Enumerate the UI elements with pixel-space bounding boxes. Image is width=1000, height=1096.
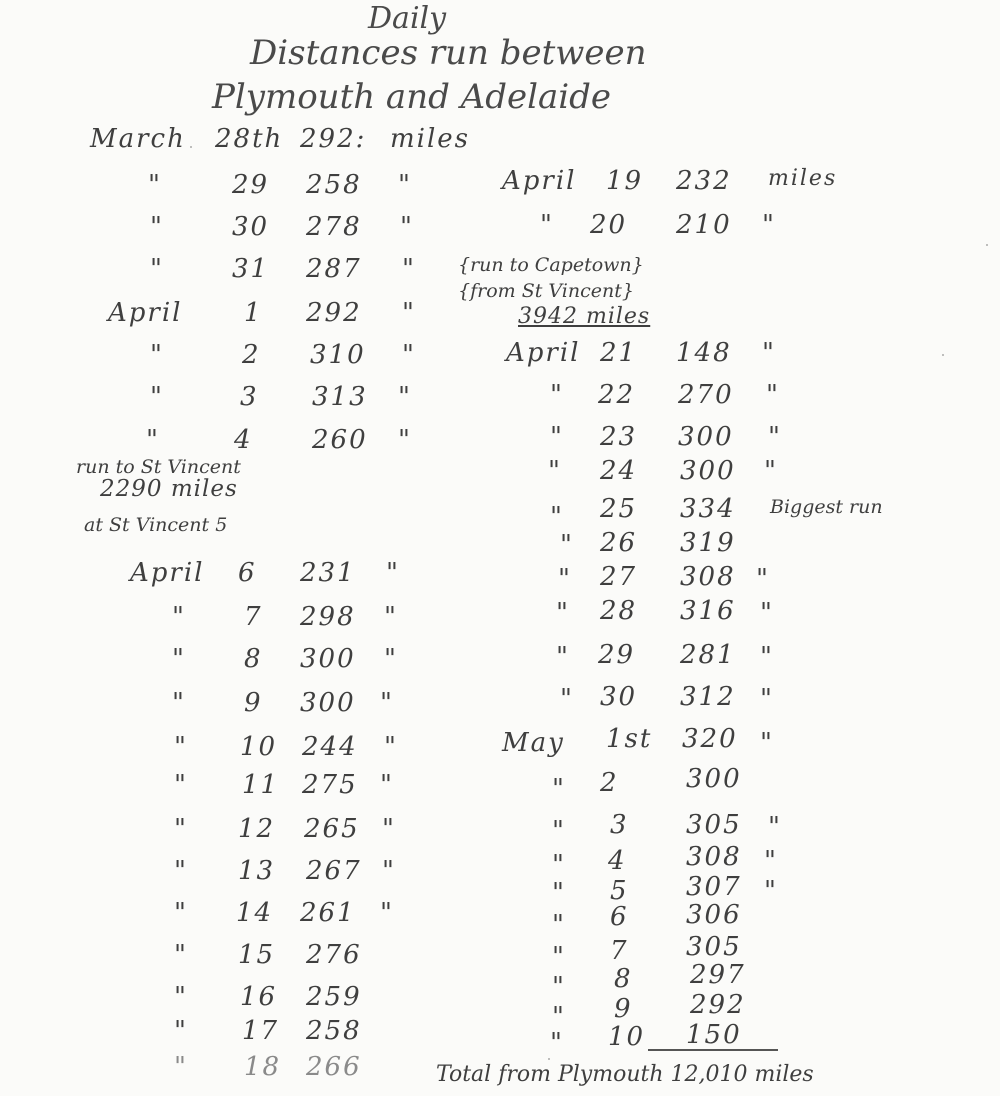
entry-miles: 244 xyxy=(302,732,358,762)
entry-day: 3 xyxy=(610,810,629,840)
entry-unit: " xyxy=(402,254,416,284)
entry-month: " xyxy=(172,688,186,718)
entry-note-biggest-run: Biggest run xyxy=(770,496,883,518)
entry-miles: 281 xyxy=(680,640,736,670)
note-at-st-vincent: at St Vincent 5 xyxy=(84,514,228,536)
entry-miles: 316 xyxy=(680,596,736,626)
entry-month: " xyxy=(548,456,562,486)
entry-day: 17 xyxy=(242,1016,280,1046)
entry-miles: 258 xyxy=(306,1016,362,1046)
entry-day: 29 xyxy=(232,170,270,200)
paper-speck xyxy=(986,244,988,246)
entry-day: 7 xyxy=(610,936,629,966)
entry-month: " xyxy=(150,382,164,412)
entry-unit: " xyxy=(380,898,394,928)
entry-miles: 320 xyxy=(682,724,738,754)
entry-unit: " xyxy=(768,812,782,842)
entry-unit: " xyxy=(760,684,774,714)
entry-day: 2 xyxy=(242,340,261,370)
entry-month: " xyxy=(174,940,188,970)
entry-month: " xyxy=(550,502,564,532)
entry-month: " xyxy=(556,642,570,672)
entry-miles: 292 xyxy=(690,990,746,1020)
entry-unit: " xyxy=(382,814,396,844)
entry-unit: " xyxy=(384,602,398,632)
entry-day: 15 xyxy=(238,940,276,970)
entry-unit: " xyxy=(764,456,778,486)
entry-month: " xyxy=(174,982,188,1012)
entry-miles: 276 xyxy=(306,940,362,970)
entry-day: 2 xyxy=(600,768,619,798)
entry-miles: 292 xyxy=(306,298,362,328)
entry-month: April xyxy=(502,166,577,196)
title-line-2: Distances run between xyxy=(250,33,647,73)
entry-unit: " xyxy=(762,210,776,240)
entry-month: " xyxy=(552,816,566,846)
entry-day: 19 xyxy=(606,166,644,196)
entry-month: " xyxy=(148,170,162,200)
entry-day: 30 xyxy=(232,212,270,242)
entry-day: 12 xyxy=(238,814,276,844)
entry-unit: " xyxy=(402,340,416,370)
entry-month: " xyxy=(174,1016,188,1046)
entry-day: 11 xyxy=(242,770,280,800)
entry-miles: 266 xyxy=(306,1052,362,1082)
entry-month: " xyxy=(172,644,186,674)
entry-day: 26 xyxy=(600,528,638,558)
entry-day: 21 xyxy=(600,338,638,368)
entry-unit: " xyxy=(760,598,774,628)
entry-unit: " xyxy=(380,770,394,800)
entry-day: 31 xyxy=(232,254,270,284)
entry-day: 6 xyxy=(238,558,257,588)
paper-speck xyxy=(942,354,944,356)
entry-day: 6 xyxy=(610,902,629,932)
entry-miles: 310 xyxy=(310,340,366,370)
entry-miles: 297 xyxy=(690,960,746,990)
entry-month: " xyxy=(550,422,564,452)
entry-unit: miles xyxy=(768,166,838,191)
entry-miles: 148 xyxy=(676,338,732,368)
entry-miles: 267 xyxy=(306,856,362,886)
entry-unit: " xyxy=(400,212,414,242)
entry-unit: " xyxy=(398,382,412,412)
entry-day: 24 xyxy=(600,456,638,486)
entry-unit: " xyxy=(382,856,396,886)
entry-miles: 231 xyxy=(300,558,356,588)
entry-miles: 258 xyxy=(306,170,362,200)
entry-month: May xyxy=(502,728,565,758)
entry-month: " xyxy=(174,856,188,886)
entry-month: " xyxy=(174,814,188,844)
entry-day: 4 xyxy=(608,846,627,876)
entry-miles: 305 xyxy=(686,932,742,962)
entry-unit: " xyxy=(764,846,778,876)
entry-month: " xyxy=(150,340,164,370)
entry-unit: " xyxy=(768,422,782,452)
entry-month: " xyxy=(550,1028,564,1058)
entry-day: 13 xyxy=(238,856,276,886)
entry-month: " xyxy=(146,425,160,455)
entry-miles: 300 xyxy=(300,644,356,674)
entry-unit: " xyxy=(380,688,394,718)
entry-miles: 300 xyxy=(686,764,742,794)
entry-unit: " xyxy=(766,380,780,410)
entry-month: " xyxy=(552,774,566,804)
entry-unit: " xyxy=(386,558,400,588)
entry-day: 9 xyxy=(244,688,263,718)
entry-month: " xyxy=(174,770,188,800)
entry-miles: 300 xyxy=(678,422,734,452)
entry-unit: " xyxy=(384,644,398,674)
entry-day: 22 xyxy=(598,380,636,410)
entry-month: " xyxy=(150,212,164,242)
entry-miles: 308 xyxy=(686,842,742,872)
paper-speck xyxy=(190,146,192,148)
entry-miles: 287 xyxy=(306,254,362,284)
note-capetown-miles: 3942 miles xyxy=(518,304,651,329)
entry-day: 3 xyxy=(240,382,259,412)
entry-miles: 278 xyxy=(306,212,362,242)
entry-day: 7 xyxy=(244,602,263,632)
entry-month: " xyxy=(558,564,572,594)
entry-month: " xyxy=(560,530,574,560)
entry-day: 23 xyxy=(600,422,638,452)
entry-miles: 259 xyxy=(306,982,362,1012)
entry-miles: 307 xyxy=(686,872,742,902)
entry-miles: 275 xyxy=(302,770,358,800)
entry-day: 16 xyxy=(240,982,278,1012)
entry-miles: 312 xyxy=(680,682,736,712)
entry-unit: miles xyxy=(390,124,471,154)
entry-miles: 313 xyxy=(312,382,368,412)
entry-month: " xyxy=(174,898,188,928)
entry-miles: 232 xyxy=(676,166,732,196)
entry-day: 28th xyxy=(215,124,284,154)
entry-month: " xyxy=(560,684,574,714)
entry-month: April xyxy=(130,558,205,588)
entry-day: 4 xyxy=(234,425,253,455)
entry-day: 1 xyxy=(244,298,263,328)
entry-miles: 319 xyxy=(680,528,736,558)
total-underline xyxy=(648,1049,778,1051)
entry-day: 27 xyxy=(600,562,638,592)
entry-unit: " xyxy=(764,876,778,906)
entry-unit: " xyxy=(760,728,774,758)
entry-month: " xyxy=(540,210,554,240)
entry-day: 10 xyxy=(608,1022,646,1052)
entry-day: 25 xyxy=(600,494,638,524)
entry-miles: 306 xyxy=(686,900,742,930)
entry-miles: 308 xyxy=(680,562,736,592)
entry-miles: 300 xyxy=(680,456,736,486)
entry-month: " xyxy=(552,972,566,1002)
entry-unit: " xyxy=(384,732,398,762)
note-capetown-from: {from St Vincent} xyxy=(458,280,634,302)
entry-miles: 334 xyxy=(680,494,736,524)
entry-unit: " xyxy=(756,564,770,594)
entry-miles: 305 xyxy=(686,810,742,840)
entry-month: March xyxy=(90,124,186,154)
entry-day: 29 xyxy=(598,640,636,670)
entry-day: 1st xyxy=(606,724,653,754)
note-st-vincent-miles: 2290 miles xyxy=(100,476,238,502)
entry-day: 10 xyxy=(240,732,278,762)
entry-miles: 298 xyxy=(300,602,356,632)
entry-miles: 292: xyxy=(300,124,367,154)
entry-unit: " xyxy=(402,298,416,328)
entry-day: 5 xyxy=(610,876,629,906)
entry-miles: 150 xyxy=(686,1020,742,1050)
entry-month: " xyxy=(556,598,570,628)
entry-day: 18 xyxy=(244,1052,282,1082)
entry-miles: 300 xyxy=(300,688,356,718)
entry-day: 8 xyxy=(244,644,263,674)
entry-month: " xyxy=(552,850,566,880)
entry-month: " xyxy=(552,910,566,940)
entry-unit: " xyxy=(398,170,412,200)
entry-day: 9 xyxy=(614,994,633,1024)
entry-unit: " xyxy=(760,642,774,672)
entry-miles: 261 xyxy=(300,898,356,928)
entry-month: " xyxy=(552,1002,566,1032)
entry-day: 20 xyxy=(590,210,628,240)
entry-miles: 210 xyxy=(676,210,732,240)
entry-unit: " xyxy=(398,425,412,455)
entry-month: " xyxy=(552,878,566,908)
entry-month: April xyxy=(506,338,581,368)
entry-unit: " xyxy=(762,338,776,368)
entry-month: " xyxy=(150,254,164,284)
entry-miles: 265 xyxy=(304,814,360,844)
entry-day: 14 xyxy=(236,898,274,928)
entry-miles: 270 xyxy=(678,380,734,410)
note-st-vincent-run: run to St Vincent xyxy=(76,456,241,478)
entry-month: " xyxy=(174,732,188,762)
entry-month: " xyxy=(172,602,186,632)
title-line-3: Plymouth and Adelaide xyxy=(212,77,612,117)
entry-month: " xyxy=(550,380,564,410)
entry-miles: 260 xyxy=(312,425,368,455)
total-line: Total from Plymouth 12,010 miles xyxy=(436,1062,814,1087)
entry-month: " xyxy=(552,942,566,972)
entry-day: 8 xyxy=(614,964,633,994)
entry-month: April xyxy=(108,298,183,328)
paper-speck xyxy=(548,1058,550,1060)
entry-day: 30 xyxy=(600,682,638,712)
entry-day: 28 xyxy=(600,596,638,626)
note-capetown-run: {run to Capetown} xyxy=(458,254,644,276)
title-line-1: Daily xyxy=(368,1,447,36)
entry-month: " xyxy=(174,1052,188,1082)
